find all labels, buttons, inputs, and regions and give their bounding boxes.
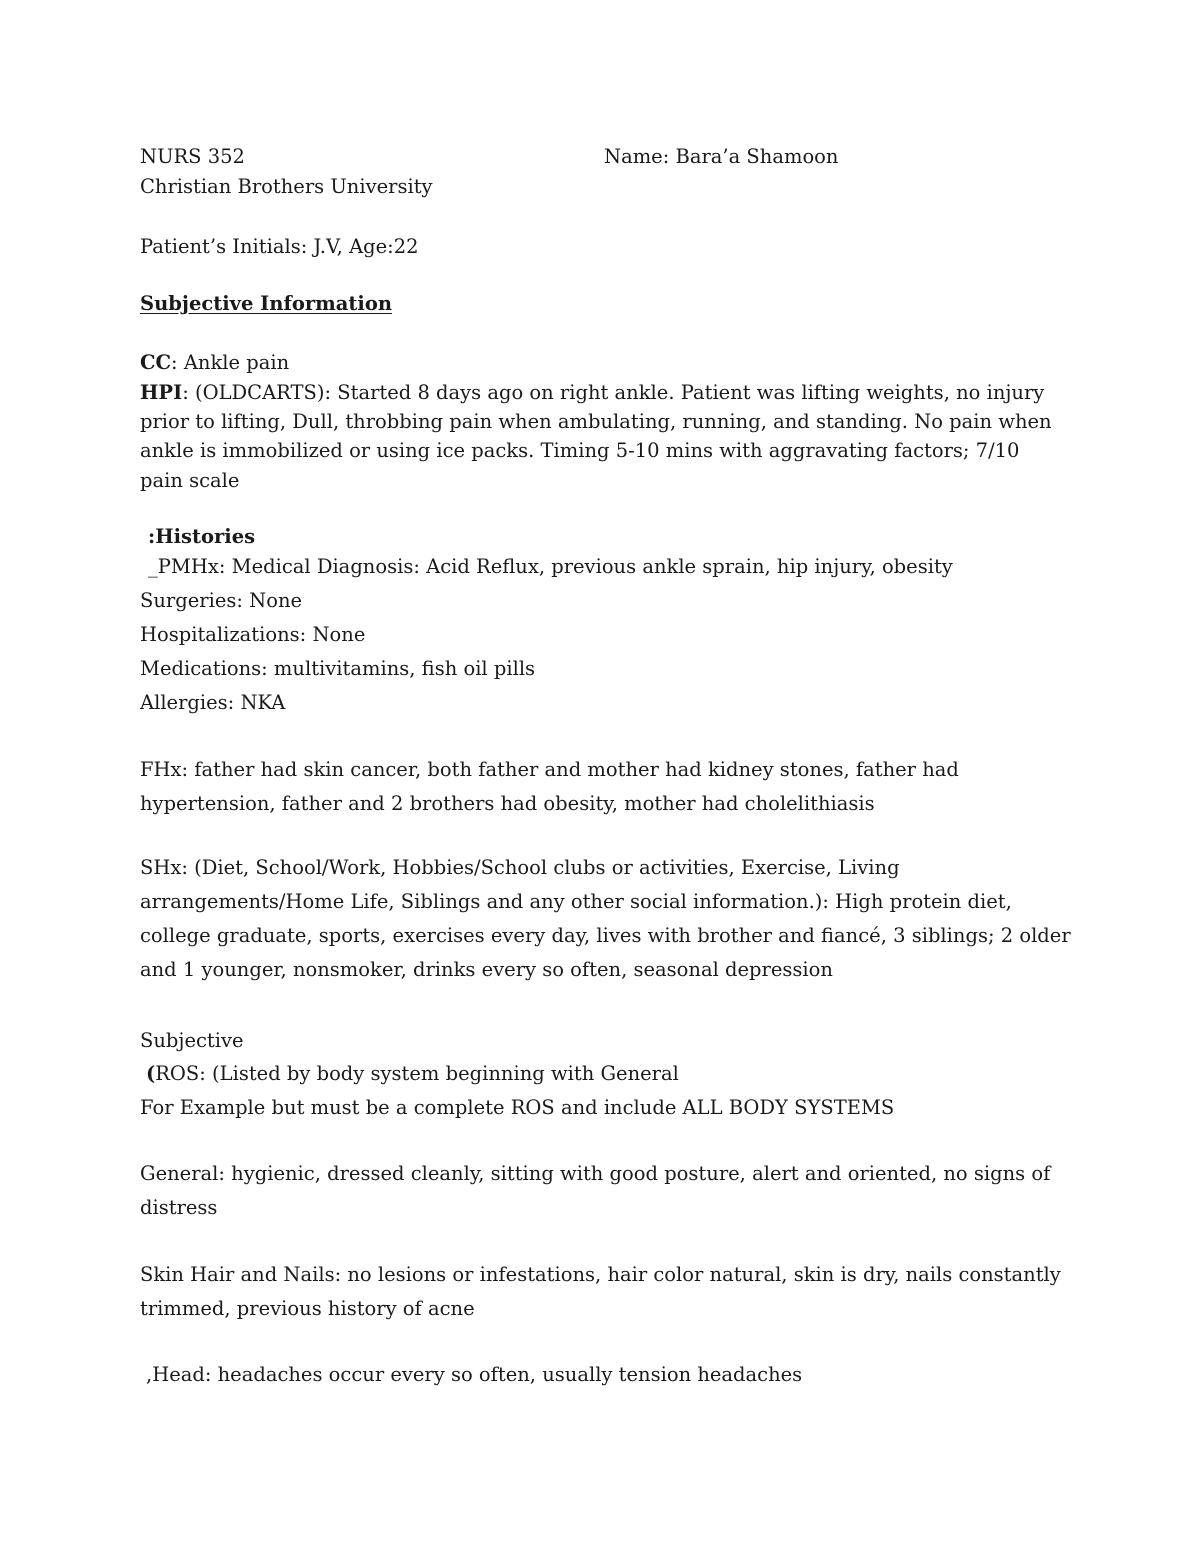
shx-line-1: SHx: (Diet, School/Work, Hobbies/School clubs or activities, Exercise, Living <box>140 856 900 879</box>
hpi-label: HPI <box>140 381 183 404</box>
chief-complaint <box>140 350 289 376</box>
course-code: NURS 352 <box>140 145 245 168</box>
hospitalizations-line: Hospitalizations: None <box>140 623 366 646</box>
hpi-line-3: ankle is immobilized or using ice packs. Timing 5-10 mins with aggravating factors; 7/10 <box>140 439 1020 462</box>
ros-line-1 <box>146 1061 679 1087</box>
general-line-1: General: hygienic, dressed cleanly, sitting with good posture, alert and oriented, no signs of <box>140 1162 1051 1185</box>
hpi-line-4: pain scale <box>140 469 240 492</box>
histories-heading: :Histories <box>148 525 256 548</box>
shx-line-2: arrangements/Home Life, Siblings and any other social information.): High protein diet, <box>140 890 1012 913</box>
general-line-2: distress <box>140 1196 218 1219</box>
shx-line-4: and 1 younger, nonsmoker, drinks every so often, seasonal depression <box>140 958 833 981</box>
patient-initials-age: Patient’s Initials: J.V, Age:22 <box>140 235 419 258</box>
hpi-line-2: prior to lifting, Dull, throbbing pain when ambulating, running, and standing. No pain when <box>140 410 1052 433</box>
cc-label: CC <box>140 351 172 374</box>
hpi-text: : (OLDCARTS): Started 8 days ago on right ankle. Patient was lifting weights, no injury <box>182 381 1045 404</box>
subjective-label: Subjective <box>140 1029 244 1052</box>
fhx-line-1: FHx: father had skin cancer, both father and mother had kidney stones, father had <box>140 758 959 781</box>
cc-text: : Ankle pain <box>171 351 290 374</box>
subjective-information-heading: Subjective Information <box>140 292 393 315</box>
shx-line-3: college graduate, sports, exercises every day, lives with brother and fiancé, 3 siblings; 2 older <box>140 924 1071 947</box>
surgeries-line: Surgeries: None <box>140 589 303 612</box>
pmhx-line: _PMHx: Medical Diagnosis: Acid Reflux, previous ankle sprain, hip injury, obesity <box>148 555 953 578</box>
allergies-line: Allergies: NKA <box>140 691 286 714</box>
ros-line-2: For Example but must be a complete ROS and include ALL BODY SYSTEMS <box>140 1096 895 1119</box>
ros-text: ROS: (Listed by body system beginning with General <box>155 1062 679 1085</box>
fhx-line-2: hypertension, father and 2 brothers had obesity, mother had cholelithiasis <box>140 792 875 815</box>
student-name: Name: Bara’a Shamoon <box>604 145 839 168</box>
skin-line-2: trimmed, previous history of acne <box>140 1297 475 1320</box>
ros-open-paren: ( <box>146 1062 156 1085</box>
university-name: Christian Brothers University <box>140 175 433 198</box>
hpi-line-1 <box>140 380 1044 406</box>
head-line: ,Head: headaches occur every so often, usually tension headaches <box>146 1363 803 1386</box>
skin-line-1: Skin Hair and Nails: no lesions or infestations, hair color natural, skin is dry, nails constantly <box>140 1263 1061 1286</box>
medications-line: Medications: multivitamins, fish oil pills <box>140 657 536 680</box>
